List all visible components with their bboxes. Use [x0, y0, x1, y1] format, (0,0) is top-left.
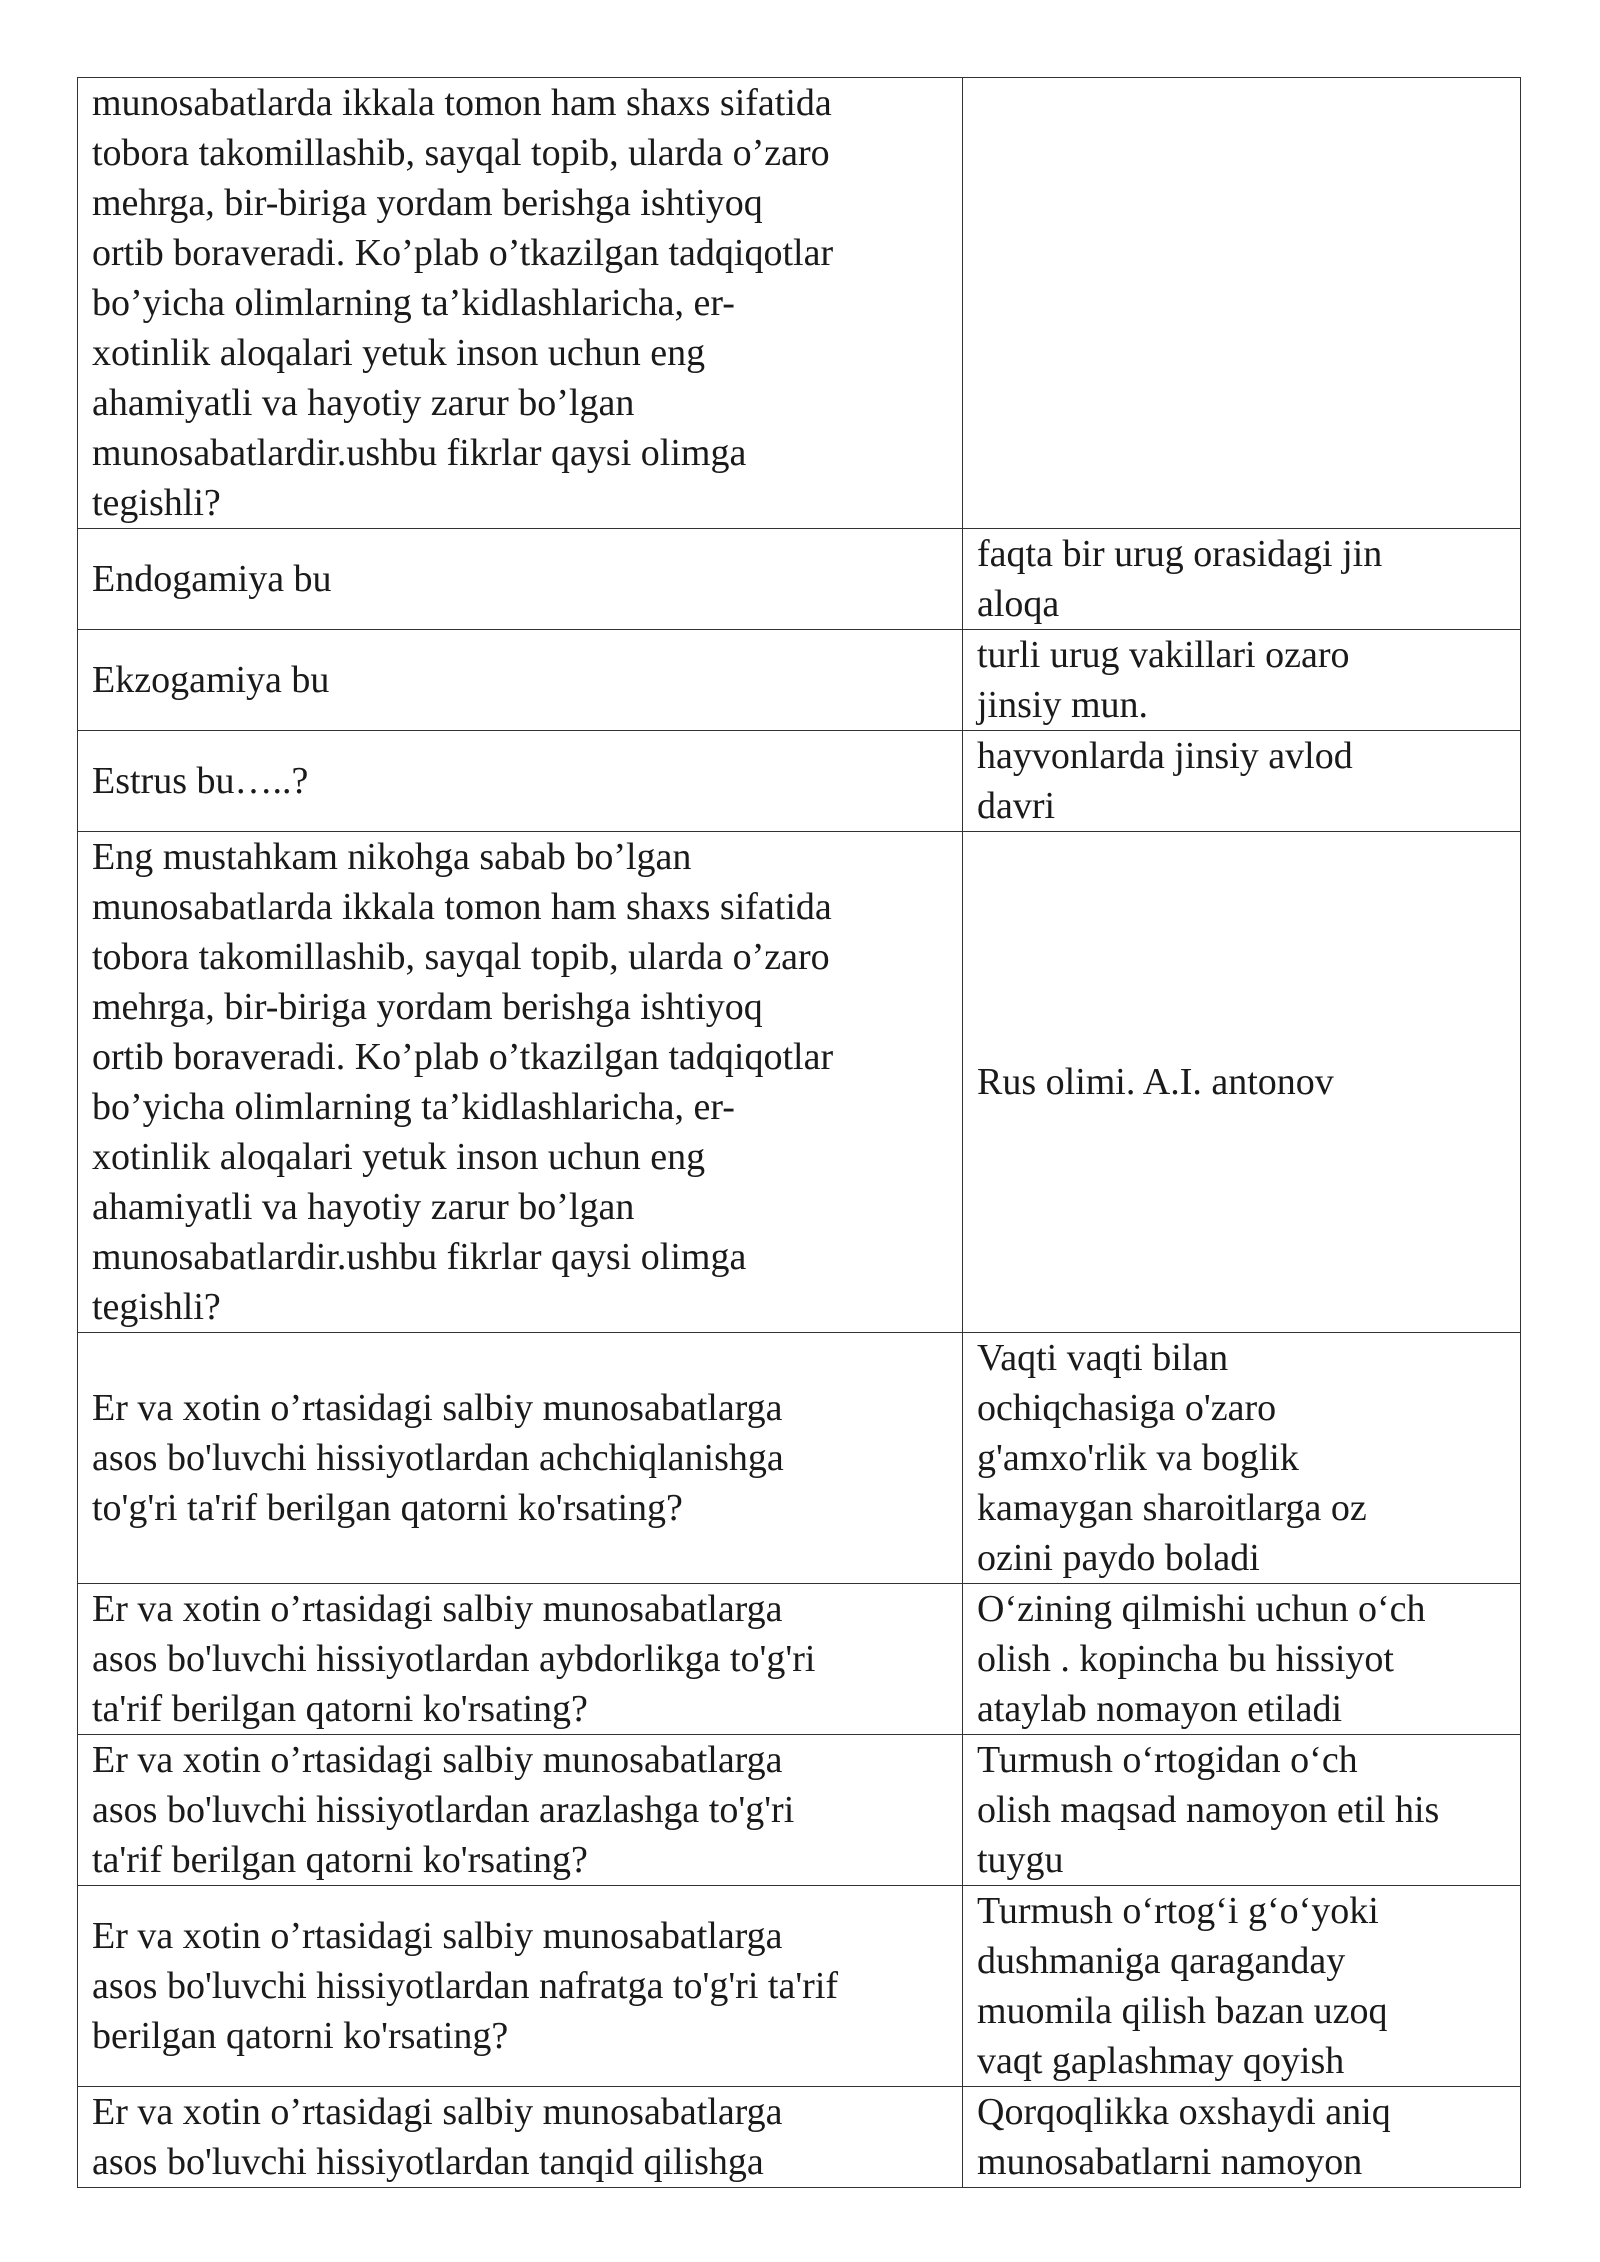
- answer-cell: [963, 78, 1521, 529]
- answer-cell: Rus olimi. A.I. antonov: [963, 832, 1521, 1333]
- answer-cell: Vaqti vaqti bilan ochiqchasiga o'zaro g'amxo'rlik va boglik kamaygan sharoitlarga oz ozini paydo boladi: [963, 1333, 1521, 1584]
- table-row: [78, 1886, 1521, 2087]
- answer-cell: hayvonlarda jinsiy avlod davri: [963, 731, 1521, 832]
- question-cell: Endogamiya bu: [78, 529, 963, 630]
- table-row: [78, 1735, 1521, 1886]
- answer-cell: Turmush o‘rtogidan o‘ch olish maqsad namoyon etil his tuygu: [963, 1735, 1521, 1886]
- answer-cell: Turmush o‘rtog‘i g‘o‘yoki dushmaniga qaraganday muomila qilish bazan uzoq vaqt gaplashmay qoyish: [963, 1886, 1521, 2087]
- question-cell: Er va xotin o’rtasidagi salbiy munosabatlarga asos bo'luvchi hissiyotlardan tanqid qilishga: [78, 2087, 963, 2188]
- answer-cell: O‘zining qilmishi uchun o‘ch olish . kopincha bu hissiyot ataylab nomayon etiladi: [963, 1584, 1521, 1735]
- qa-table: [77, 77, 1521, 2188]
- question-cell: Eng mustahkam nikohga sabab bo’lgan munosabatlarda ikkala tomon ham shaxs sifatida tobora takomillashib, sayqal topib, ularda o’zaro mehrga, bir-biriga yordam berishga ishtiyoq ortib boraveradi. Ko’plab o’tkazilgan tadqiqotlar bo’yicha olimlarning ta’kidlashlaricha, er- xotinlik aloqalari yetuk inson uchun eng ahamiyatli va hayotiy zarur bo’lgan munosabatlardir.ushbu fikrlar qaysi olimga tegishli?: [78, 832, 963, 1333]
- answer-cell: turli urug vakillari ozaro jinsiy mun.: [963, 630, 1521, 731]
- table-row: [78, 1584, 1521, 1735]
- table-row: [78, 731, 1521, 832]
- question-cell: Estrus bu…..?: [78, 731, 963, 832]
- answer-cell: Qorqoqlikka oxshaydi aniq munosabatlarni namoyon: [963, 2087, 1521, 2188]
- table-row: [78, 78, 1521, 529]
- question-cell: Er va xotin o’rtasidagi salbiy munosabatlarga asos bo'luvchi hissiyotlardan arazlashga to'g'ri ta'rif berilgan qatorni ko'rsating?: [78, 1735, 963, 1886]
- table-row: [78, 630, 1521, 731]
- table-row: [78, 2087, 1521, 2188]
- table-row: [78, 1333, 1521, 1584]
- question-cell: Er va xotin o’rtasidagi salbiy munosabatlarga asos bo'luvchi hissiyotlardan aybdorlikga to'g'ri ta'rif berilgan qatorni ko'rsating?: [78, 1584, 963, 1735]
- question-cell: Er va xotin o’rtasidagi salbiy munosabatlarga asos bo'luvchi hissiyotlardan achchiqlanishga to'g'ri ta'rif berilgan qatorni ko'rsating?: [78, 1333, 963, 1584]
- question-cell: munosabatlarda ikkala tomon ham shaxs sifatida tobora takomillashib, sayqal topib, ularda o’zaro mehrga, bir-biriga yordam berishga ishtiyoq ortib boraveradi. Ko’plab o’tkazilgan tadqiqotlar bo’yicha olimlarning ta’kidlashlaricha, er- xotinlik aloqalari yetuk inson uchun eng ahamiyatli va hayotiy zarur bo’lgan munosabatlardir.ushbu fikrlar qaysi olimga tegishli?: [78, 78, 963, 529]
- answer-cell: faqta bir urug orasidagi jin aloqa: [963, 529, 1521, 630]
- table-row: [78, 832, 1521, 1333]
- question-cell: Er va xotin o’rtasidagi salbiy munosabatlarga asos bo'luvchi hissiyotlardan nafratga to'g'ri ta'rif berilgan qatorni ko'rsating?: [78, 1886, 963, 2087]
- question-cell: Ekzogamiya bu: [78, 630, 963, 731]
- table-row: [78, 529, 1521, 630]
